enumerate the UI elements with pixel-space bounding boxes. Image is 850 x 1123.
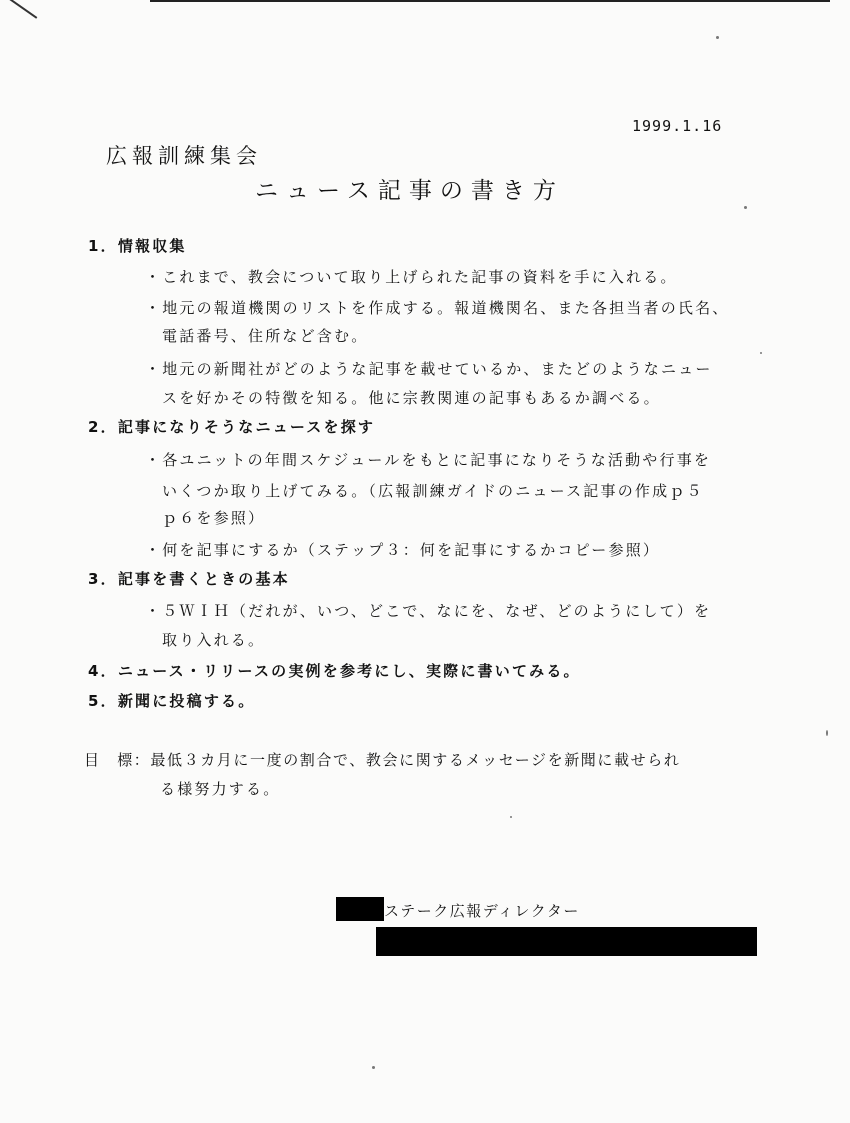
scan-speck — [716, 36, 719, 39]
goal-statement: 目 標：最低３カ月に一度の割合で、教会に関するメッセージを新聞に載せられ — [84, 751, 681, 769]
list-item: ・５ＷＩＨ（だれが、いつ、どこで、なにを、なぜ、どのようにして）を — [145, 602, 712, 620]
list-item: ・地元の新聞社がどのような記事を載せているか、またどのようなニュー — [145, 360, 713, 378]
section-heading: 5．新聞に投稿する。 — [88, 692, 256, 710]
document-title: ニュース記事の書き方 — [255, 178, 564, 204]
scan-speck — [510, 816, 512, 818]
scan-speck — [744, 206, 747, 209]
top-rule — [150, 0, 830, 2]
list-item: ・何を記事にするか（ステップ３：何を記事にするかコピー参照） — [145, 541, 661, 559]
section-heading: 3．記事を書くときの基本 — [88, 570, 290, 588]
redaction-block — [376, 927, 757, 956]
goal-statement-continuation: る様努力する。 — [160, 780, 281, 798]
section-heading: 2．記事になりそうなニュースを探す — [88, 418, 376, 436]
section-heading: 4．ニュース・リリースの実例を参考にし、実際に書いてみる。 — [88, 662, 581, 680]
list-item-continuation: 電話番号、住所など含む。 — [162, 327, 369, 345]
document-date: 1999.1.16 — [632, 117, 723, 135]
redaction-block — [336, 897, 384, 921]
scan-speck — [760, 352, 762, 354]
section-heading: 1．情報収集 — [88, 237, 187, 255]
list-item-continuation: スを好かその特徴を知る。他に宗教関連の記事もあるか調べる。 — [162, 389, 661, 407]
org-title: 広報訓練集会 — [106, 144, 262, 168]
list-item: ・これまで、教会について取り上げられた記事の資料を手に入れる。 — [145, 268, 678, 286]
list-item-continuation: 取り入れる。 — [162, 631, 266, 649]
list-item: ・各ユニットの年間スケジュールをもとに記事になりそうな活動や行事を — [145, 451, 712, 469]
scan-speck — [826, 730, 828, 736]
list-item: ・地元の報道機関のリストを作成する。報道機関名、また各担当者の氏名、 — [145, 299, 730, 317]
list-item-continuation: いくつか取り上げてみる。（広報訓練ガイドのニュース記事の作成ｐ５ — [162, 482, 704, 500]
scan-speck — [372, 1066, 375, 1069]
list-item-continuation: ｐ６を参照） — [162, 509, 266, 527]
corner-mark — [3, 0, 37, 19]
signature-title: ステーク広報ディレクター — [384, 902, 580, 920]
